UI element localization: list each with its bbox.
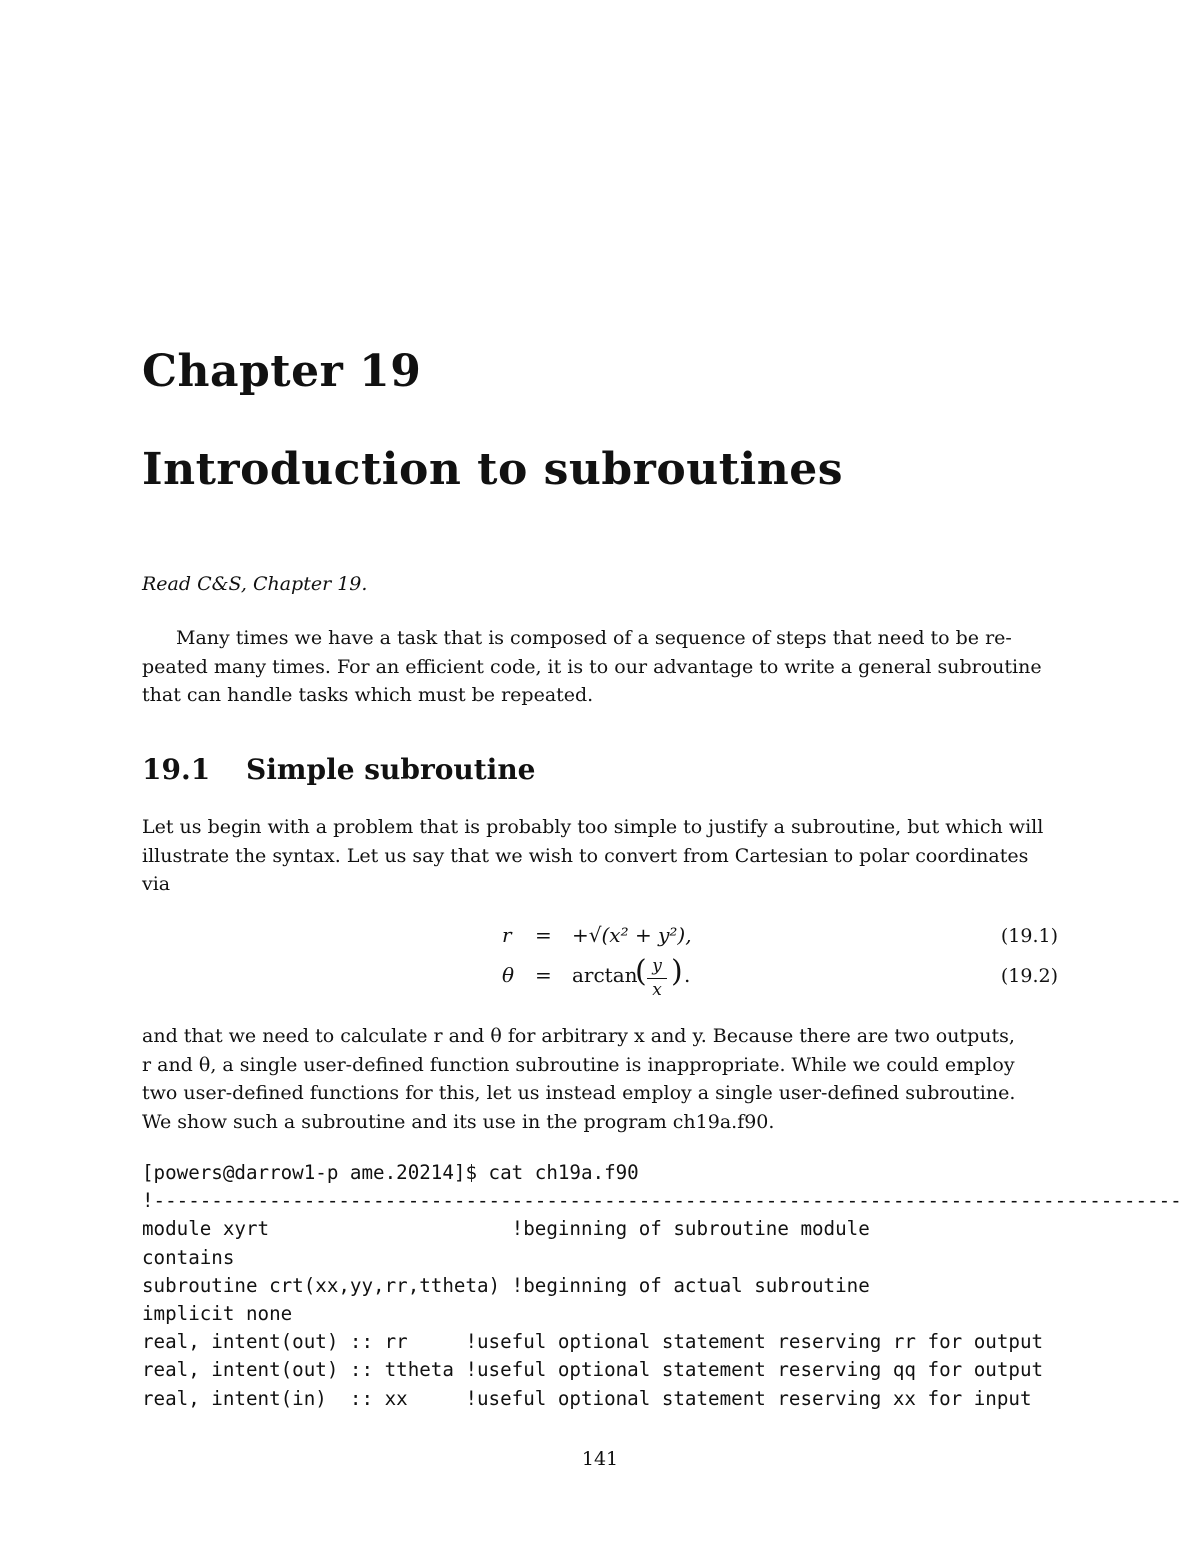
code-line: real, intent(out) :: ttheta !useful optional statement reserving qq for output xyxy=(142,1358,1044,1382)
explanation-line: We show such a subroutine and its use in the program ch19a.f90. xyxy=(142,1110,775,1133)
section-number: 19.1 xyxy=(142,753,211,786)
equation-number: (19.1) xyxy=(1000,925,1058,947)
code-line: real, intent(out) :: rr !useful optional statement reserving rr for output xyxy=(142,1330,1044,1354)
page-number: 141 xyxy=(581,1448,619,1470)
equation-rhs: +√(x² + y²), xyxy=(572,923,692,947)
fraction-denominator: x xyxy=(652,980,662,1000)
equation-number: (19.2) xyxy=(1000,965,1058,987)
intro-line: that can handle tasks which must be repeated. xyxy=(142,684,594,706)
explanation-line: r and θ, a single user-defined function subroutine is inappropriate. While we could employ xyxy=(142,1053,1015,1076)
reading-note: Read C&S, Chapter 19. xyxy=(142,573,368,595)
section-line: Let us begin with a problem that is probably too simple to justify a subroutine, but which will xyxy=(142,816,1044,838)
intro-paragraph xyxy=(142,624,1058,710)
fraction-numerator: y xyxy=(652,956,662,976)
explanation-line: two user-defined functions for this, let us instead employ a single user-defined subroutine. xyxy=(142,1082,1016,1104)
code-line: !----------------------------------------------------------------------------------------- xyxy=(142,1189,1182,1213)
code-listing xyxy=(142,1159,1182,1413)
equation-relation: = xyxy=(535,963,552,987)
explanation-paragraph xyxy=(142,1022,1058,1136)
explanation-line: and that we need to calculate r and θ for arbitrary x and y. Because there are two outputs, xyxy=(142,1025,1015,1047)
section-paragraph xyxy=(142,813,1058,899)
code-line: module xyrt !beginning of subroutine module xyxy=(142,1217,870,1241)
section-title: Simple subroutine xyxy=(246,753,536,786)
code-line: [powers@darrow1-p ame.20214]$ cat ch19a.f90 xyxy=(142,1161,639,1184)
section-line: illustrate the syntax. Let us say that we wish to convert from Cartesian to polar coordinates xyxy=(142,844,1029,867)
chapter-label: Chapter 19 xyxy=(142,346,422,397)
left-paren: ( xyxy=(635,954,647,989)
chapter-title: Introduction to subroutines xyxy=(142,444,843,495)
code-line: implicit none xyxy=(142,1302,293,1326)
code-line: contains xyxy=(142,1245,235,1269)
equation-function: arctan xyxy=(572,963,638,987)
equation-relation: = xyxy=(535,923,552,947)
equation-lhs: θ xyxy=(502,963,515,987)
intro-line: Many times we have a task that is composed of a sequence of steps that need to be re- xyxy=(176,627,1012,649)
right-paren: ) xyxy=(671,954,683,989)
code-line: real, intent(in) :: xx !useful optional statement reserving xx for input xyxy=(142,1386,1032,1410)
section-line: via xyxy=(142,873,171,895)
equation-lhs: r xyxy=(502,923,512,947)
section-heading xyxy=(142,753,536,786)
code-line: subroutine crt(xx,yy,rr,ttheta) !beginning of actual subroutine xyxy=(142,1273,870,1297)
equation-period: . xyxy=(684,963,691,987)
intro-line: peated many times. For an efficient code, it is to our advantage to write a general subroutine xyxy=(142,655,1042,678)
